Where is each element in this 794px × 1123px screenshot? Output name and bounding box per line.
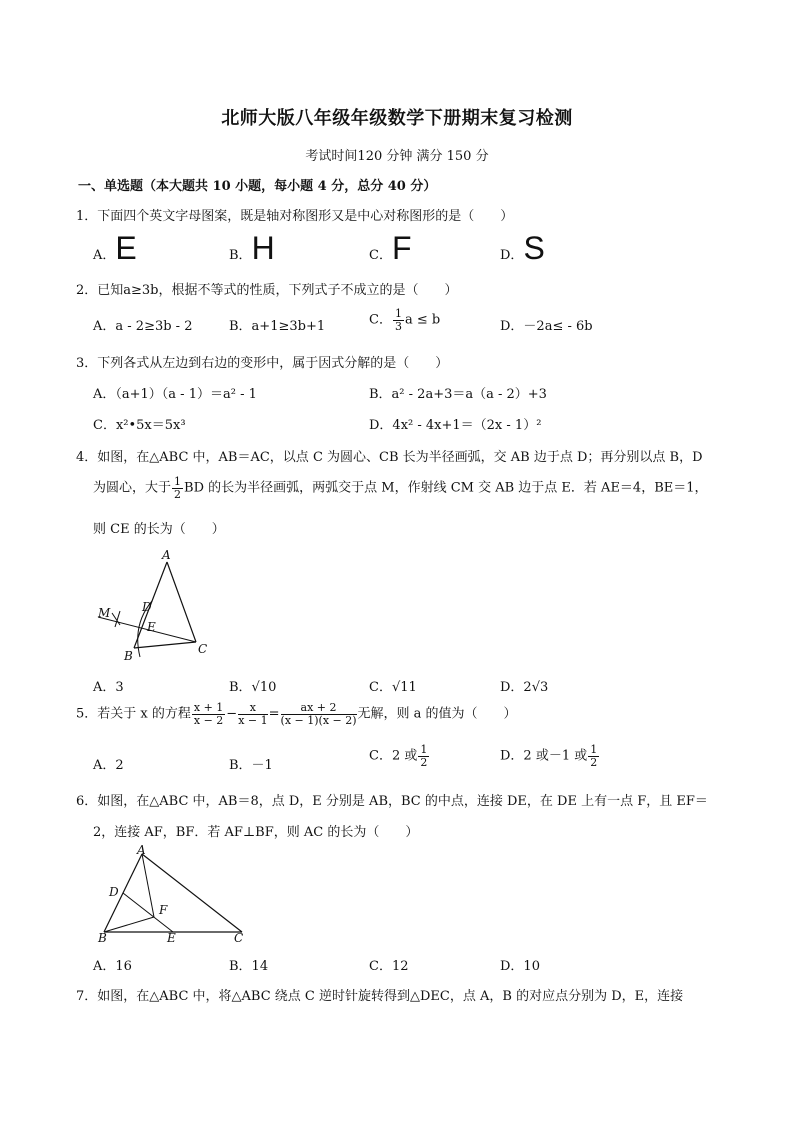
letter-h: H: [251, 230, 275, 266]
q2-option-a: A．a - 2≥3b - 2: [93, 319, 193, 334]
label-m: M: [98, 606, 111, 620]
question-6-line-2: 2，连接 AF，BF．若 AF⊥BF，则 AC 的长为（ ）: [93, 825, 419, 840]
q4-option-a: A．3: [93, 680, 124, 695]
fraction-2: $\frac{x}{x - 1}$: [238, 701, 268, 727]
q3-option-a: A．（a+1）（a - 1）＝a² - 1: [93, 387, 257, 402]
label-a: A: [162, 548, 171, 562]
label-d: D: [142, 600, 152, 614]
question-4-line-3: 则 CE 的长为（ ）: [93, 522, 225, 537]
q6-option-d: D．10: [500, 959, 540, 974]
label-d: D: [109, 885, 119, 899]
question-4-line-2: 为圆心，大于 $\frac{1}{2}$ BD 的长为半径画弧，两弧交于点 M，作射线 CM 交 AB 边于点 E．若 AE＝4，BE＝1，: [93, 475, 708, 501]
question-6-line-1: 6．如图，在△ABC 中，AB＝8，点 D，E 分别是 AB，BC 的中点，连接 DE，在 DE 上有一点 F，且 EF＝: [76, 794, 708, 809]
question-4-line-1: 4．如图，在△ABC 中，AB＝AC，以点 C 为圆心、CB 长为半径画弧，交 AB 边于点 D；再分别以点 B，D: [76, 450, 703, 465]
label-e: E: [147, 620, 156, 634]
letter-s: S: [523, 230, 545, 266]
q2-option-c: C． $\frac{1}{3}$ a ≤ b: [369, 307, 441, 333]
label-f: F: [159, 903, 168, 917]
fraction-one-half: $\frac{1}{2}$: [174, 475, 182, 501]
q6-triangle-figure: [92, 842, 257, 947]
q3-option-b: B．a² - 2a+3＝a（a - 2）+3: [369, 387, 547, 402]
section-heading: 一、单选题（本大题共 10 小题，每小题 4 分，总分 40 分）: [78, 179, 437, 194]
label-c: C: [234, 931, 244, 945]
question-2: 2．已知a≥3b，根据不等式的性质，下列式子不成立的是（ ）: [76, 283, 458, 298]
q1-option-a: A．E: [93, 230, 137, 266]
q3-option-c: C．x²•5x＝5x³: [93, 418, 186, 433]
label-b: B: [124, 649, 133, 663]
q5-option-b: B．－1: [229, 758, 273, 773]
q2-option-d: D．－2a≤ - 6b: [500, 319, 593, 334]
question-3: 3．下列各式从左边到右边的变形中，属于因式分解的是（ ）: [76, 356, 449, 371]
fraction-3: $\frac{ax + 2}{(x - 1)(x - 2)}$: [280, 701, 357, 727]
exam-info: 考试时间120 分钟 满分 150 分: [305, 149, 489, 164]
fraction-one-third: $\frac{1}{3}$: [394, 307, 402, 333]
label-c: C: [198, 642, 208, 656]
q1-option-d: D．S: [500, 230, 545, 266]
q3-option-d: D．4x² - 4x+1＝（2x - 1）²: [369, 418, 542, 433]
page-title: 北师大版八年级年级数学下册期末复习检测: [221, 108, 573, 129]
q1-option-b: B．H: [229, 230, 275, 266]
q5-option-d: D．2 或－1 或 $\frac{1}{2}$: [500, 743, 598, 769]
q4-option-c: C．√11: [369, 680, 417, 695]
q4-triangle-figure: [90, 545, 220, 665]
label-a: A: [137, 843, 146, 857]
question-1: 1．下面四个英文字母图案，既是轴对称图形又是中心对称图形的是（ ）: [76, 209, 514, 224]
q5-option-c: C．2 或 $\frac{1}{2}$: [369, 743, 428, 769]
q4-option-d: D．2√3: [500, 680, 549, 695]
q5-option-a: A．2: [93, 758, 124, 773]
question-5: 5．若关于 x 的方程 $\frac{x + 1}{x - 2}$ − $\frac{x}{x - 1}$ = $\frac{ax + 2}{(x - 1)(x - 2)}$ 无解，则 a 的值为（ ）: [76, 701, 517, 727]
q1-option-c: C．F: [369, 230, 412, 266]
letter-f: F: [391, 230, 412, 266]
label-b: B: [98, 931, 107, 945]
fraction-1: $\frac{x + 1}{x - 2}$: [193, 701, 224, 727]
q6-option-a: A．16: [93, 959, 132, 974]
q6-option-c: C．12: [369, 959, 409, 974]
q4-option-b: B．√10: [229, 680, 277, 695]
letter-e: E: [115, 230, 137, 266]
label-e: E: [167, 931, 176, 945]
q2-option-b: B．a+1≥3b+1: [229, 319, 326, 334]
question-7-line-1: 7．如图，在△ABC 中，将△ABC 绕点 C 逆时针旋转得到△DEC，点 A，B 的对应点分别为 D，E，连接: [76, 989, 684, 1004]
q6-option-b: B．14: [229, 959, 269, 974]
